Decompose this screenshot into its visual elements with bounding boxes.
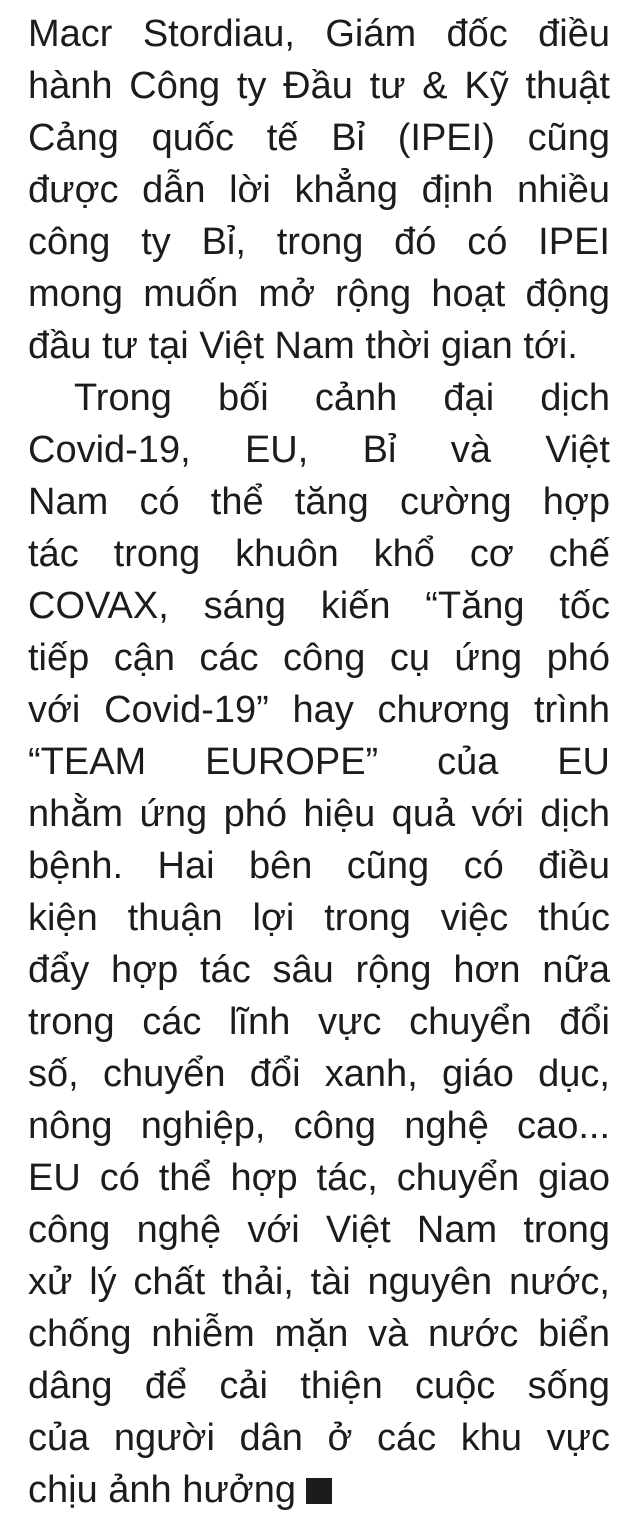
- black-square-end-mark-icon: [306, 1478, 332, 1504]
- text-line: Covid-19, EU, Bỉ và Việt: [28, 429, 610, 471]
- text-line: hành Công ty Đầu tư & Kỹ thuật: [28, 65, 610, 107]
- text-line: với Covid-19” hay chương trình: [28, 689, 610, 731]
- text-line: công nghệ với Việt Nam trong: [28, 1209, 610, 1251]
- text-line: EU có thể hợp tác, chuyển giao: [28, 1157, 610, 1199]
- text-line: công ty Bỉ, trong đó có IPEI: [28, 221, 610, 263]
- text-line: Cảng quốc tế Bỉ (IPEI) cũng: [28, 117, 610, 159]
- text-line-final-text: chịu ảnh hưởng: [28, 1469, 296, 1511]
- text-line: “TEAM EUROPE” của EU: [28, 741, 610, 783]
- text-line: COVAX, sáng kiến “Tăng tốc: [28, 585, 610, 627]
- text-line: của người dân ở các khu vực: [28, 1417, 610, 1459]
- text-line: tiếp cận các công cụ ứng phó: [28, 637, 610, 679]
- text-line: đẩy hợp tác sâu rộng hơn nữa: [28, 949, 610, 991]
- text-line: xử lý chất thải, tài nguyên nước,: [28, 1261, 610, 1303]
- text-line: chống nhiễm mặn và nước biển: [28, 1313, 610, 1355]
- text-line: Macr Stordiau, Giám đốc điều: [28, 13, 610, 55]
- text-line: mong muốn mở rộng hoạt động: [28, 273, 610, 315]
- paragraph-2: [28, 372, 610, 1516]
- text-line: trong các lĩnh vực chuyển đổi: [28, 1001, 610, 1043]
- text-line: nhằm ứng phó hiệu quả với dịch: [28, 793, 610, 835]
- text-line: số, chuyển đổi xanh, giáo dục,: [28, 1053, 610, 1095]
- text-line: kiện thuận lợi trong việc thúc: [28, 897, 610, 939]
- paragraph-1: [28, 8, 610, 372]
- text-line-final: [28, 1464, 610, 1516]
- text-line: bệnh. Hai bên cũng có điều: [28, 845, 610, 887]
- text-line: Nam có thể tăng cường hợp: [28, 481, 610, 523]
- text-line: dâng để cải thiện cuộc sống: [28, 1365, 610, 1407]
- text-line: tác trong khuôn khổ cơ chế: [28, 533, 610, 575]
- text-line: đầu tư tại Việt Nam thời gian tới.: [28, 325, 578, 367]
- text-line: nông nghiệp, công nghệ cao...: [28, 1105, 610, 1147]
- text-line: Trong bối cảnh đại dịch: [74, 377, 610, 419]
- text-line: được dẫn lời khẳng định nhiều: [28, 169, 610, 211]
